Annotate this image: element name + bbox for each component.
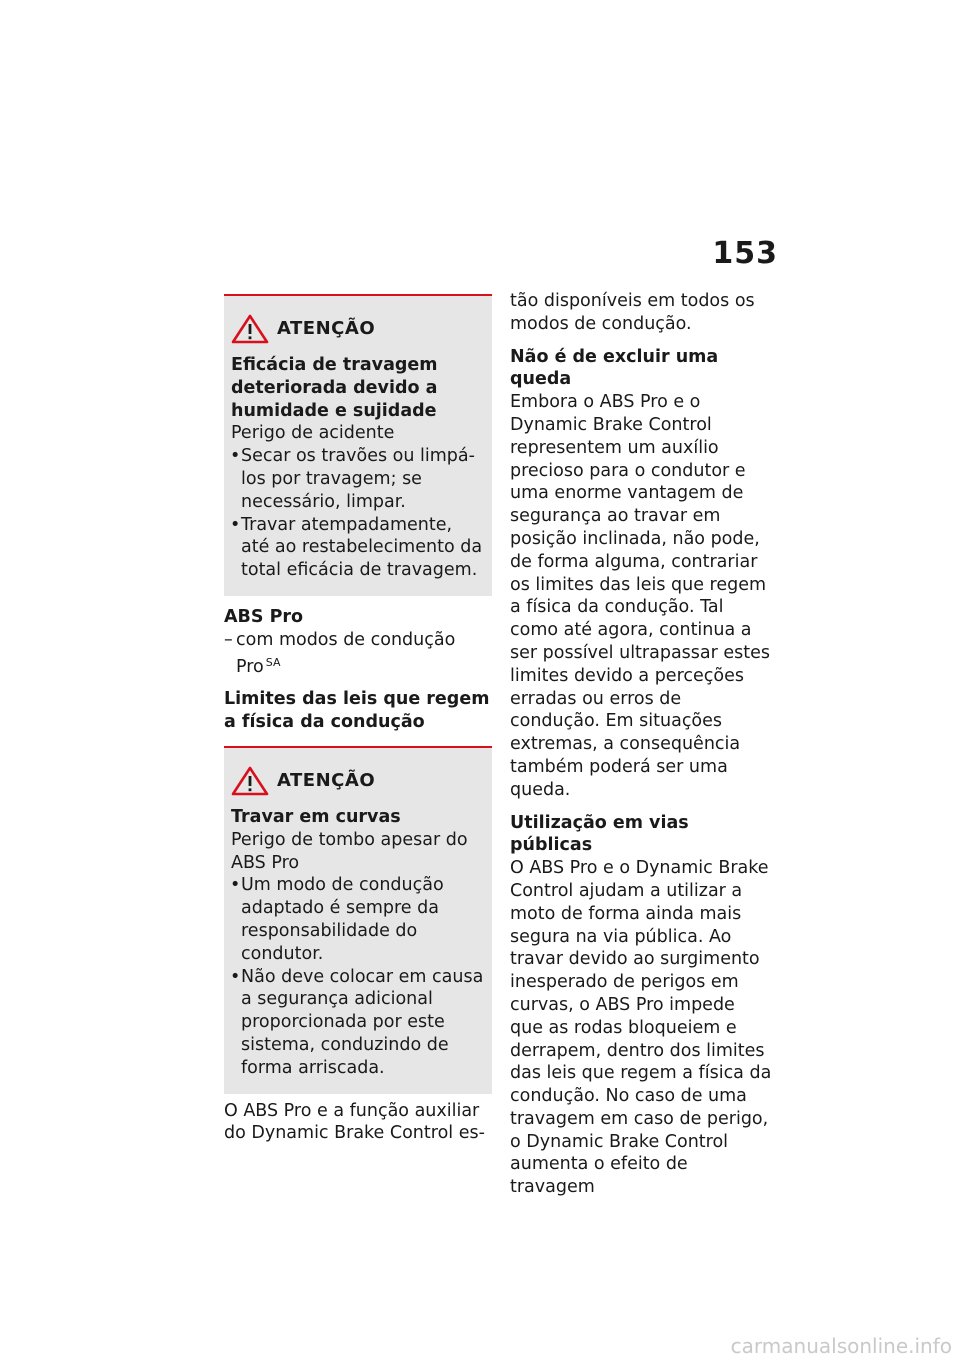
warning-bullets bbox=[231, 874, 484, 1079]
warning-title: ATENÇÃO bbox=[277, 769, 376, 791]
paragraph-continued: tão disponíveis em todos os modos de condução. bbox=[510, 291, 755, 334]
warning-triangle-icon bbox=[231, 766, 269, 796]
warning-header bbox=[231, 314, 484, 344]
section-heading-fall: Não é de excluir uma queda bbox=[510, 346, 719, 390]
warning-box-2 bbox=[224, 746, 492, 1094]
right-column bbox=[510, 290, 772, 1199]
abs-option-sup: SA bbox=[265, 655, 281, 669]
list-item: • Travar atempadamente, até ao restabelecimento da total eficácia de travagem. bbox=[231, 514, 484, 582]
abs-option-text: com modos de condução Pro bbox=[236, 629, 456, 677]
section-heading-limits: Limites das leis que regem a física da condução bbox=[224, 689, 490, 733]
warning-bullets bbox=[231, 445, 484, 582]
page-number: 153 bbox=[712, 236, 778, 271]
watermark-text: carmanualsonline.info bbox=[730, 1334, 952, 1358]
warning-header bbox=[231, 766, 484, 796]
section-heading-public-roads: Utilização em vias públicas bbox=[510, 812, 689, 856]
warning-subtitle: Perigo de tombo apesar do ABS Pro bbox=[231, 829, 468, 873]
warning-heading: Eficácia de travagem deteriorada devido a humidade e sujidade bbox=[231, 355, 438, 421]
warning-title: ATENÇÃO bbox=[277, 317, 376, 339]
warning-box-1 bbox=[224, 294, 492, 596]
paragraph-public-roads: O ABS Pro e o Dynamic Brake Control ajudam a utilizar a moto de forma ainda mais segura na via pública. Ao travar devido ao surgimento inesperado de perigos em curvas, o ABS Pro impede que as rodas bloqueiem e derrapem, dentro dos limites das leis que regem a física da condução. No caso de uma travagem em caso de perigo, o Dynamic Brake Control aumenta o efeito de travagem bbox=[510, 858, 772, 1198]
paragraph-abs-function: O ABS Pro e a função auxiliar do Dynamic Brake Control es- bbox=[224, 1100, 485, 1144]
abs-option bbox=[224, 629, 492, 679]
warning-triangle-icon bbox=[231, 314, 269, 344]
list-item: • Um modo de condução adaptado é sempre da responsabilidade do condutor. bbox=[231, 874, 484, 965]
paragraph-fall: Embora o ABS Pro e o Dynamic Brake Control representem um auxílio precioso para o condutor e uma enorme vantagem de segurança ao travar em posição inclinada, não pode, de forma alguma, contrariar os limites das leis que regem a física da condução. Tal como até agora, continua a ser possível ultrapassar estes limites devido a perceções erradas ou erros de condução. Em situações extremas, a consequência também poderá ser uma queda. bbox=[510, 392, 771, 800]
list-item: • Não deve colocar em causa a segurança adicional proporcionada por este sistema, conduzindo de forma arriscada. bbox=[231, 966, 484, 1080]
list-item: • Secar os travões ou limpá-los por travagem; se necessário, limpar. bbox=[231, 445, 484, 513]
section-title-abs-pro: ABS Pro bbox=[224, 606, 304, 627]
warning-subtitle: Perigo de acidente bbox=[231, 423, 395, 444]
left-column bbox=[224, 294, 492, 1145]
warning-heading: Travar em curvas bbox=[231, 806, 401, 827]
